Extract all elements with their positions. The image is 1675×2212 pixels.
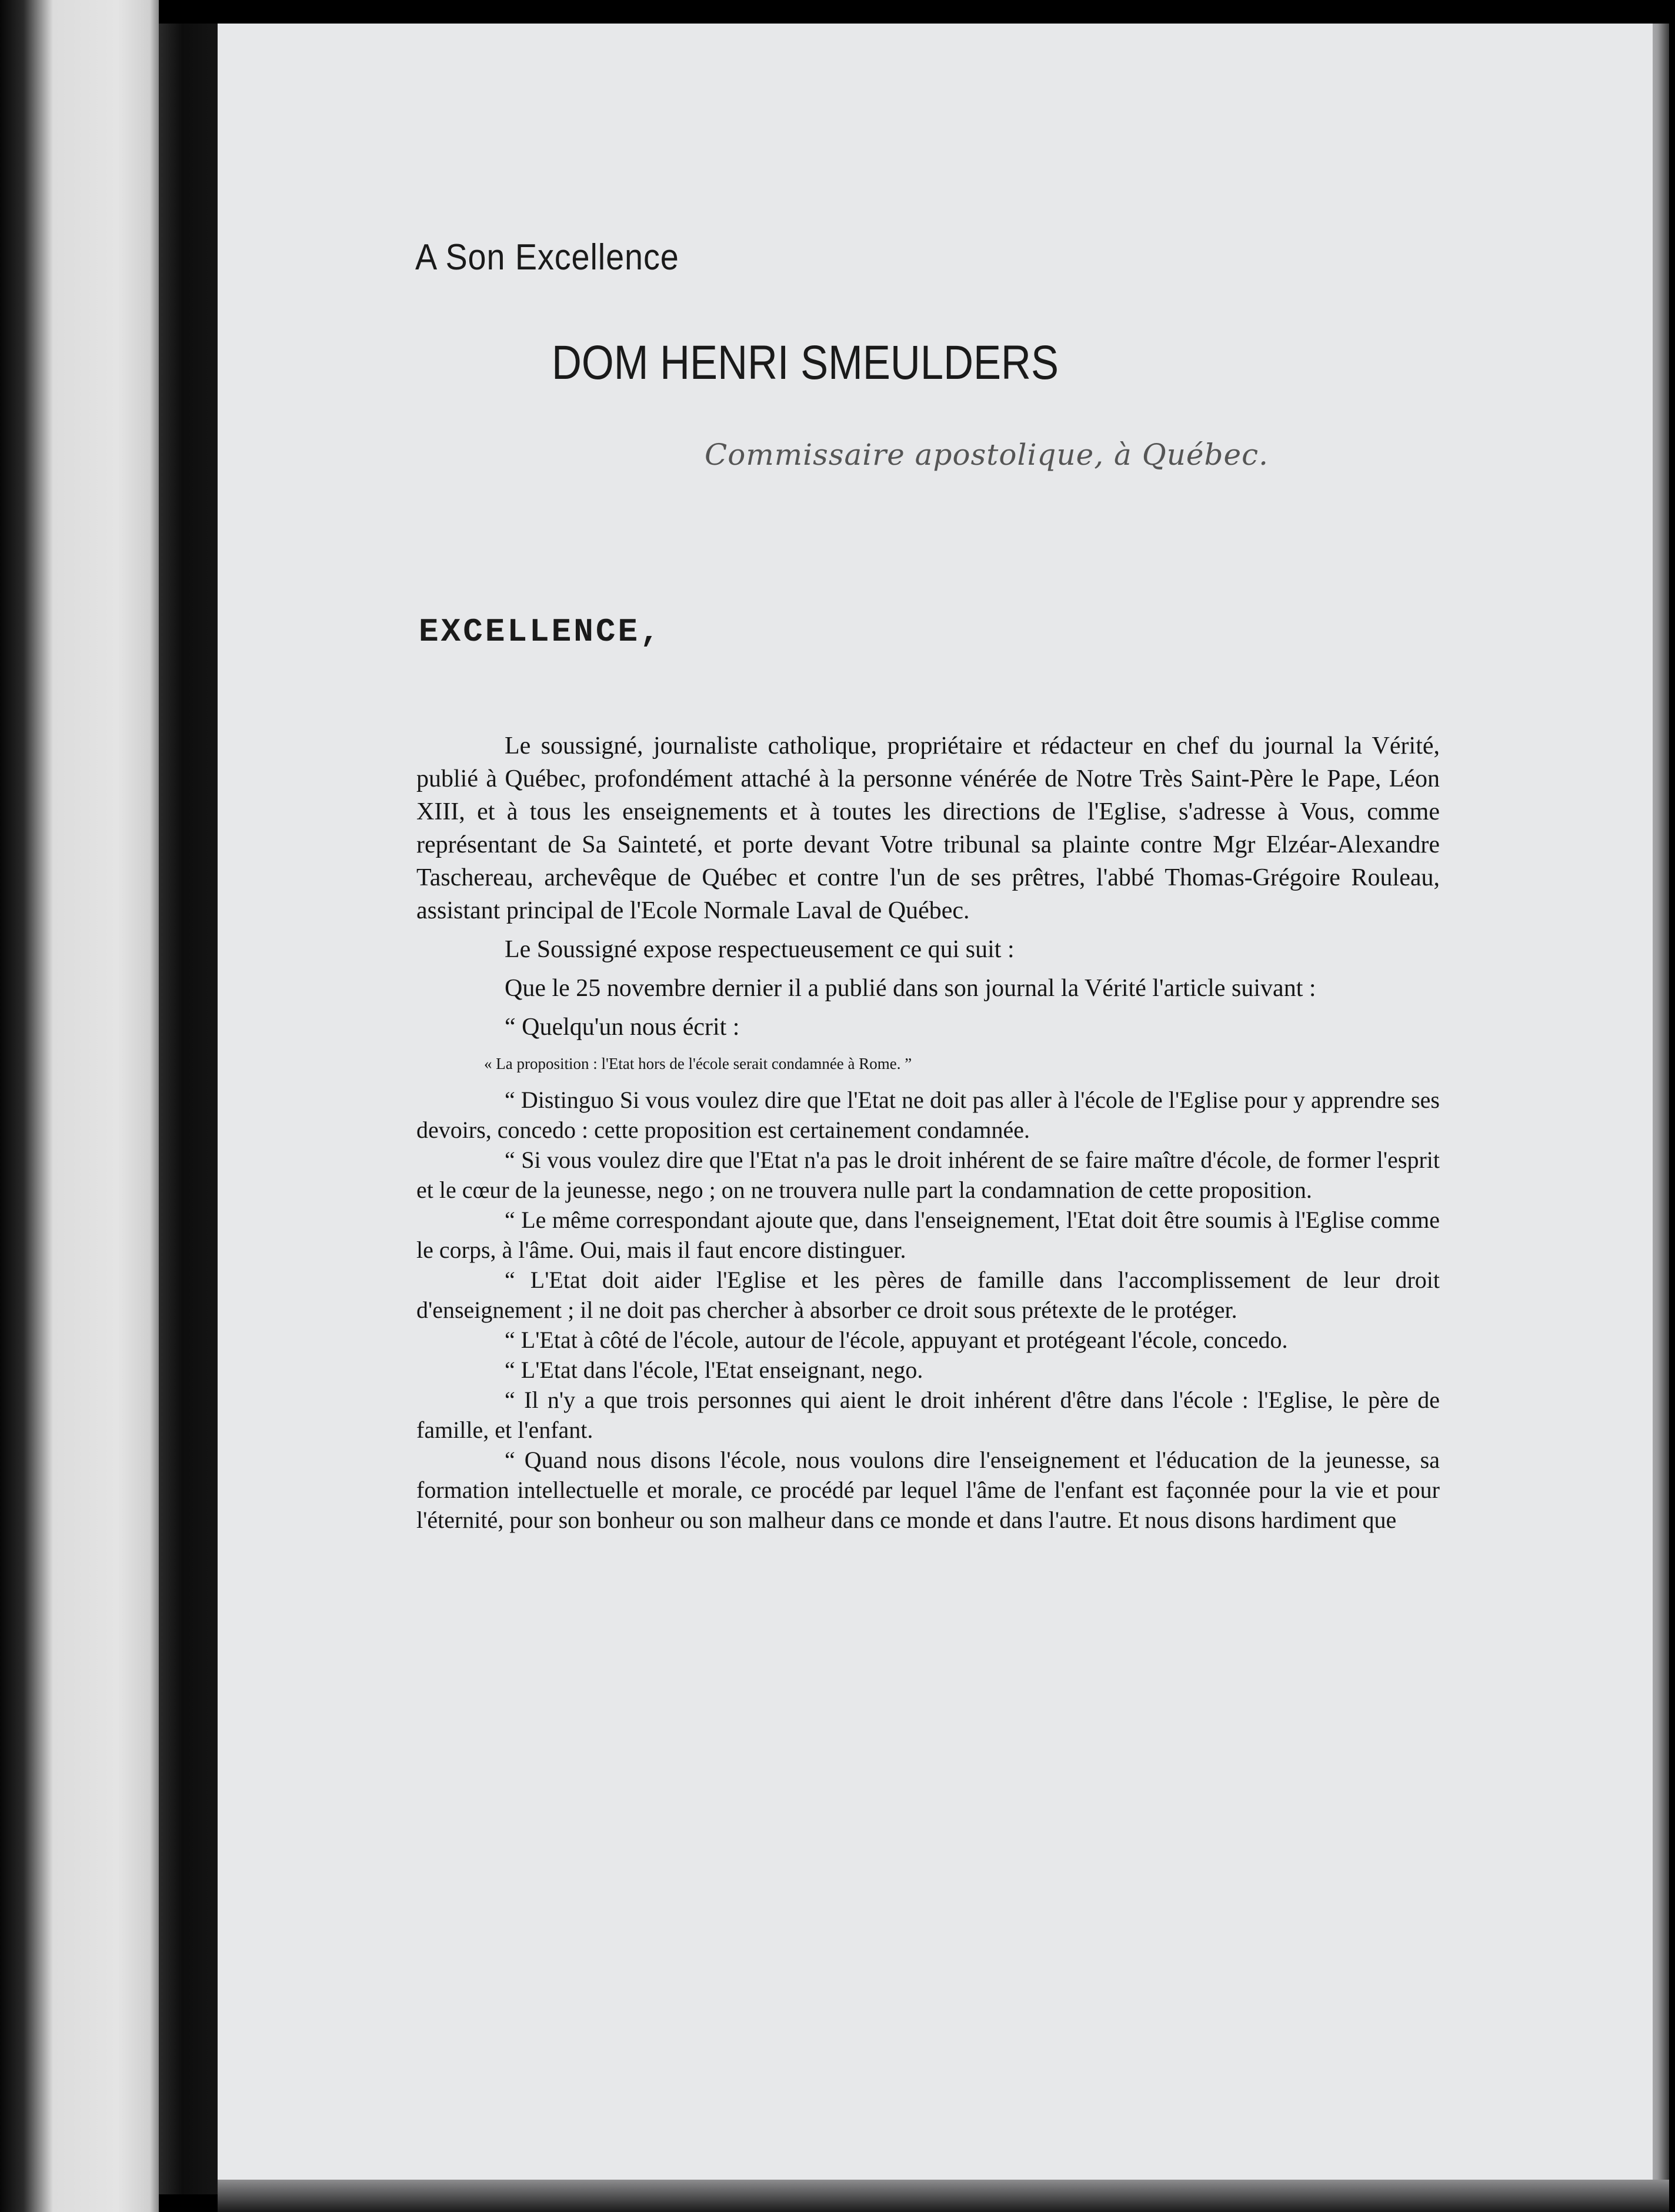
- quote-paragraph-3: “ Le même correspondant ajoute que, dans l'enseignement, l'Etat doit être soumis à l'Eglise comme le corps, à l'âme. Oui, mais il faut encore distinguer.: [416, 1207, 1440, 1263]
- quote-paragraph-5: “ L'Etat à côté de l'école, autour de l'école, appuyant et protégeant l'école, concedo.: [505, 1327, 1288, 1353]
- paragraph-2: Le Soussigné expose respectueusement ce qui suit :: [505, 936, 1015, 963]
- quote-paragraph-8: “ Quand nous disons l'école, nous voulons dire l'enseignement et l'éducation de la jeunesse, sa formation intellectuelle et morale, ce procédé par lequel l'âme de l'enfant est façonnée pour la vie et pour l'éternité, pour son bonheur ou son malheur dans ce monde et dans l'autre. Et nous disons hardiment que: [416, 1447, 1440, 1533]
- quote-paragraph-1: “ Distinguo Si vous voulez dire que l'Etat ne doit pas aller à l'école de l'Eglise pour y apprendre ses devoirs, concedo : cette proposition est certainement condamnée.: [416, 1087, 1440, 1143]
- paragraph-1: Le soussigné, journaliste catholique, propriétaire et rédacteur en chef du journal la Vérité, publié à Québec, profondément attaché à la personne vénérée de Notre Très Saint-Père le Pape, Léon XIII, et à tous les enseignements et à toutes les directions de l'Eglise, s'adresse à Vous, comme représentant de Sa Sainteté, et porte devant Votre tribunal sa plainte contre Mgr Elzéar-Alexandre Taschereau, archevêque de Québec et contre l'un de ses prêtres, l'abbé Thomas-Grégoire Rouleau, assistant principal de l'Ecole Normale Laval de Québec.: [416, 732, 1440, 924]
- quote-paragraph-7: “ Il n'y a que trois personnes qui aient le droit inhérent d'être dans l'école : l'Eglise, le père de famille, et l'enfant.: [416, 1387, 1440, 1443]
- quote-paragraph-2: “ Si vous voulez dire que l'Etat n'a pas le droit inhérent de se faire maître d'école, de former l'esprit et le cœur de la jeunesse, nego ; on ne trouvera nulle part la condamnation de cette proposition.: [416, 1147, 1440, 1203]
- facing-page-edge: [0, 0, 159, 2212]
- quote-proposition: « La proposition : l'Etat hors de l'école serait condamnée à Rome. ”: [484, 1055, 912, 1072]
- book-gutter: [159, 24, 218, 2194]
- quote-paragraph-6: “ L'Etat dans l'école, l'Etat enseignant, nego.: [505, 1357, 923, 1383]
- quote-intro: “ Quelqu'un nous écrit :: [505, 1014, 740, 1041]
- address-line-1: A Son Excellence: [415, 237, 679, 278]
- page-edge-bottom: [218, 2180, 1669, 2212]
- letter-body: [416, 729, 1440, 1535]
- address-line-3: Commissaire apostolique, à Québec.: [705, 438, 1269, 472]
- salutation: EXCELLENCE,: [419, 613, 662, 651]
- address-line-2: DOM HENRI SMEULDERS: [552, 336, 1059, 389]
- paragraph-3: Que le 25 novembre dernier il a publié dans son journal la Vérité l'article suivant :: [505, 975, 1316, 1002]
- quote-paragraph-4: “ L'Etat doit aider l'Eglise et les pères de famille dans l'accomplissement de leur droit d'enseignement ; il ne doit pas chercher à absorber ce droit sous prétexte de le protéger.: [416, 1267, 1440, 1323]
